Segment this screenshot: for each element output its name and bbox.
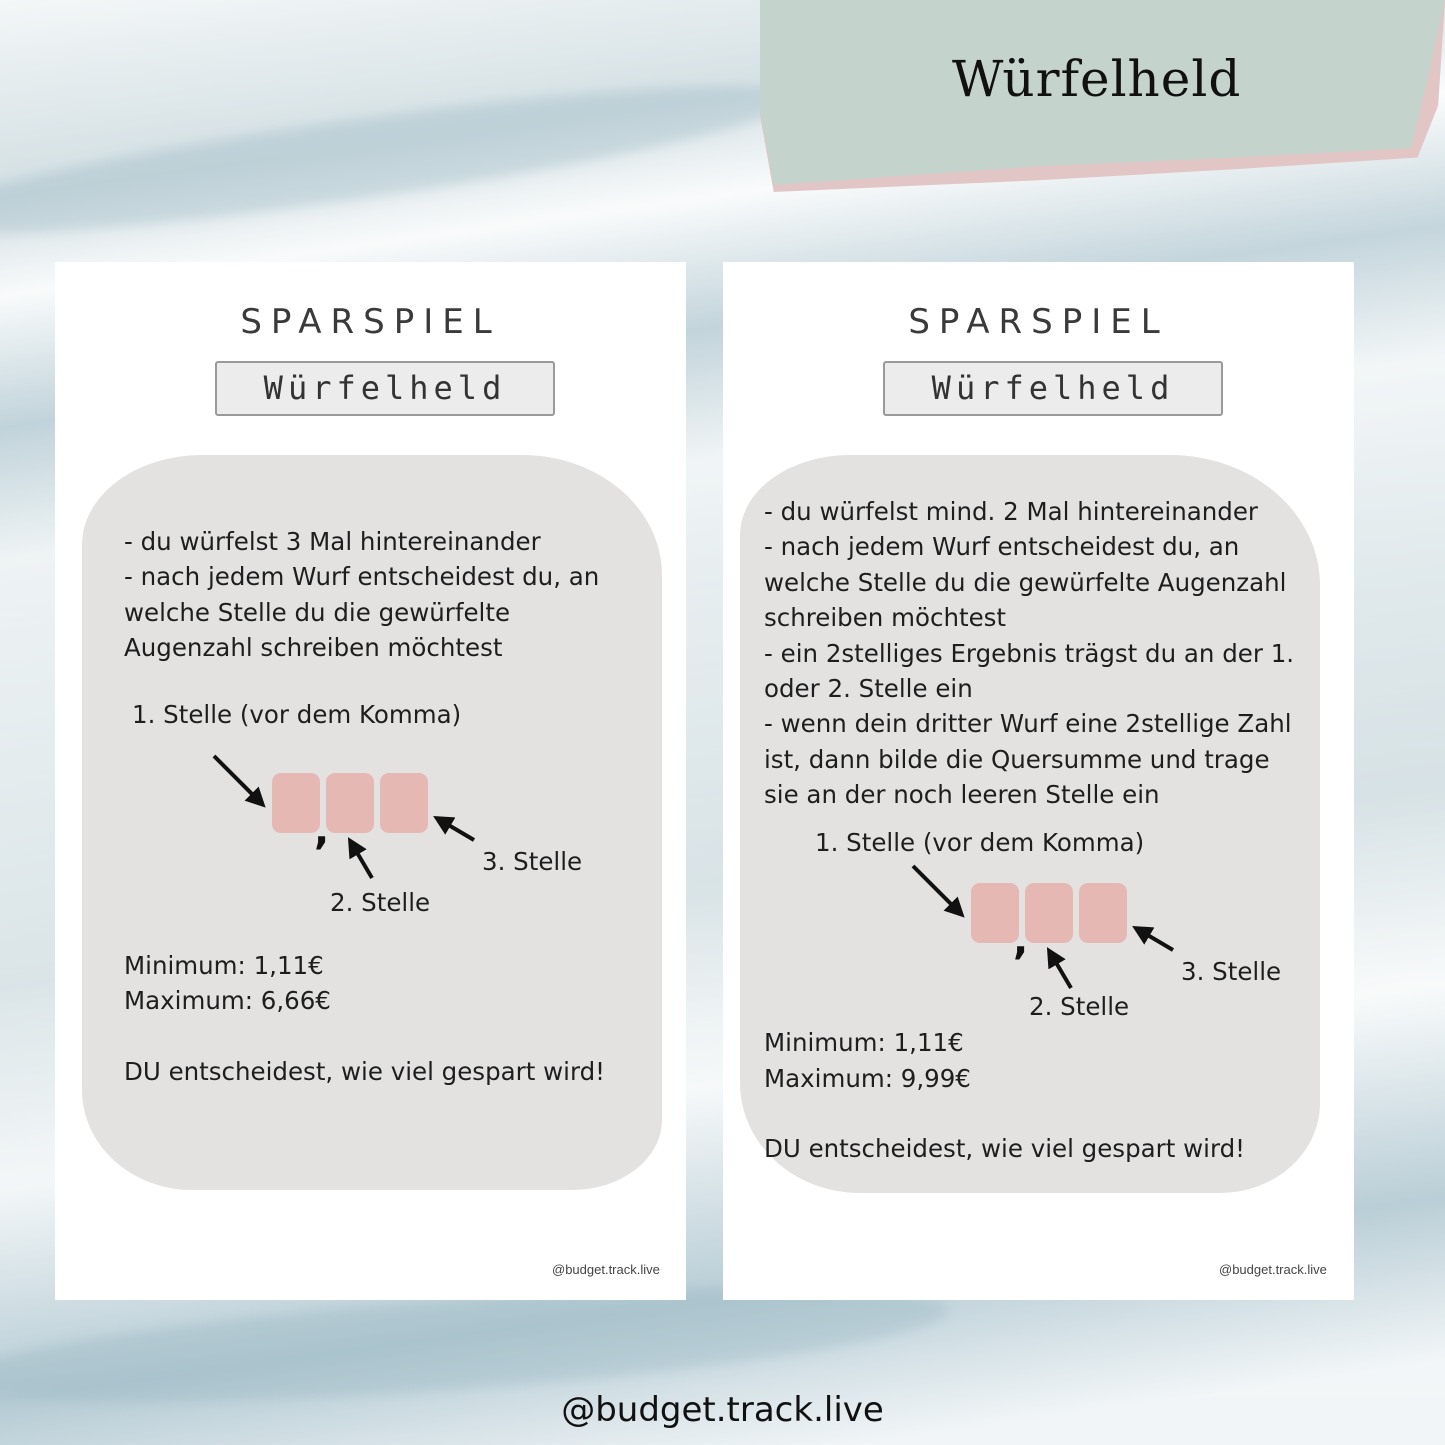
card-subtitle: Würfelheld (883, 361, 1223, 416)
label-second-place: 2. Stelle (1029, 992, 1130, 1021)
closing-text: DU entscheidest, wie viel gespart wird! (764, 1134, 1245, 1163)
card-heading: SPARSPIEL (908, 302, 1169, 342)
credit-handle: @budget.track.live (552, 1262, 660, 1277)
minimum-text: Minimum: 1,11€ (124, 951, 324, 980)
card-heading: SPARSPIEL (240, 302, 501, 342)
digit-diagram (120, 700, 600, 930)
maximum-text: Maximum: 6,66€ (124, 986, 331, 1015)
maximum-text: Maximum: 9,99€ (764, 1064, 971, 1093)
rules-text: - du würfelst mind. 2 Mal hintereinander - nach jedem Wurf entscheidest du, an welche Stelle du die gewürfelte Augenzahl schreiben möchtest - ein 2stelliges Ergebnis trägst du an der 1. oder 2. Stelle ein - wenn dein dritter Wurf eine 2stellige Zahl ist, dann bilde die Quersumme und trage sie an der noch leeren Stelle ein (764, 497, 1295, 810)
card-subtitle: Würfelheld (215, 361, 555, 416)
label-third-place: 3. Stelle (482, 847, 583, 876)
rules-text: - du würfelst 3 Mal hintereinander - nach jedem Wurf entscheidest du, an welche Stelle du die gewürfelte Augenzahl schreiben möchtest (124, 527, 600, 663)
decimal-comma: , (1013, 918, 1029, 964)
minimum-text: Minimum: 1,11€ (764, 1028, 964, 1057)
decimal-comma: , (314, 808, 330, 854)
label-first-place: 1. Stelle (vor dem Komma) (132, 700, 462, 729)
digit-diagram (815, 810, 1299, 1040)
paint-stroke (0, 58, 801, 262)
label-third-place: 3. Stelle (1181, 957, 1282, 986)
footer-handle: @budget.track.live (561, 1390, 884, 1430)
main-title: Würfelheld (952, 50, 1242, 108)
credit-handle: @budget.track.live (1219, 1262, 1327, 1277)
label-first-place: 1. Stelle (vor dem Komma) (815, 828, 1145, 857)
card-left (55, 262, 686, 1300)
label-second-place: 2. Stelle (330, 888, 431, 917)
closing-text: DU entscheidest, wie viel gespart wird! (124, 1057, 605, 1086)
card-right (723, 262, 1354, 1300)
